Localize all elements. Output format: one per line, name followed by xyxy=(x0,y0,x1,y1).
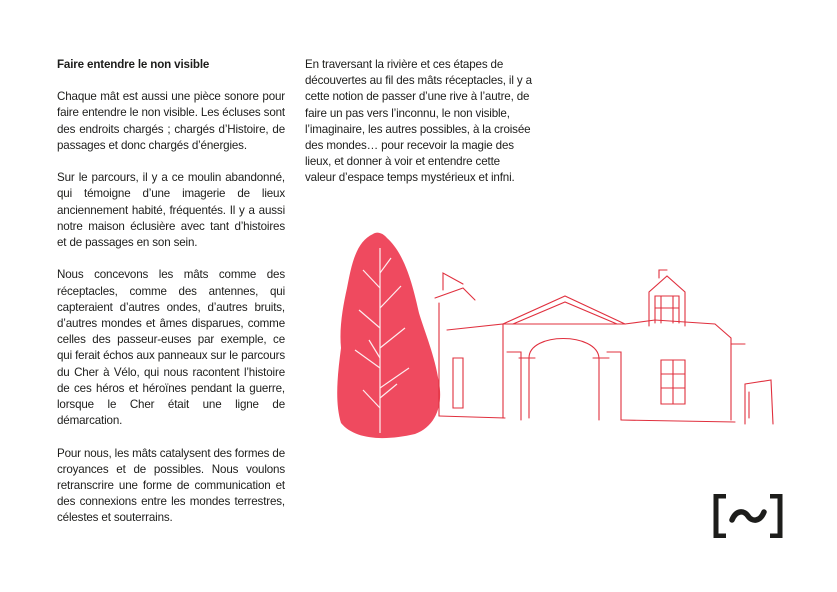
right-text-column xyxy=(305,57,533,203)
lock-house-drawing xyxy=(325,228,780,448)
paragraph-3: Nous concevons les mâts comme des réceptacles, comme des antennes, qui capteraient d’autres ondes, d’autres bruits, d’autres mondes et âmes disparues, comme celles des passeur-euses par exemple, ce qui ferait échos aux panneaux sur le parcours du Cher à Vélo, qui nous racontent l’histoire de ces héros et héroïnes pendant la guerre, lorsque le Cher était une ligne de démarcation. xyxy=(57,268,285,428)
left-bracket-icon xyxy=(716,496,726,536)
right-bracket-icon xyxy=(770,496,780,536)
building-lines xyxy=(435,270,773,424)
paragraph-5: En traversant la rivière et ces étapes de découvertes au fil des mâts réceptacles, il y a cette notion de passer d’une rive à l’autre, de faire un pas vers l’inconnu, le non visible, l’imaginaire, les autres possibles, à la croisée des mondes… pour recevoir la magie des lieux, et donner à voir et entendre cette valeur d’espace temps mystérieux et infni. xyxy=(305,58,532,185)
paragraph-4: Pour nous, les mâts catalysent des formes de croyances et de possibles. Nous voulons retranscrire une forme de communication et des connexions entre les mondes terrestres, célestes et souterrains. xyxy=(57,446,285,525)
bracket-tilde-logo xyxy=(712,494,784,538)
paragraph-1: Chaque mât est aussi une pièce sonore pour faire entendre le non visible. Les écluses sont des endroits chargés ; chargés d’Histoire, de passages et donc chargés d’énergies. xyxy=(57,90,285,152)
tilde-icon xyxy=(732,512,764,520)
section-heading: Faire entendre le non visible xyxy=(57,58,210,71)
tree-foliage xyxy=(337,233,440,438)
left-text-column xyxy=(57,57,285,543)
paragraph-2: Sur le parcours, il y a ce moulin abandonné, qui témoigne d’une imagerie de lieux anciennement habité, fréquentés. Il y a aussi notre maison éclusière avec tant d’histoires et de passages en son sein. xyxy=(57,171,285,250)
